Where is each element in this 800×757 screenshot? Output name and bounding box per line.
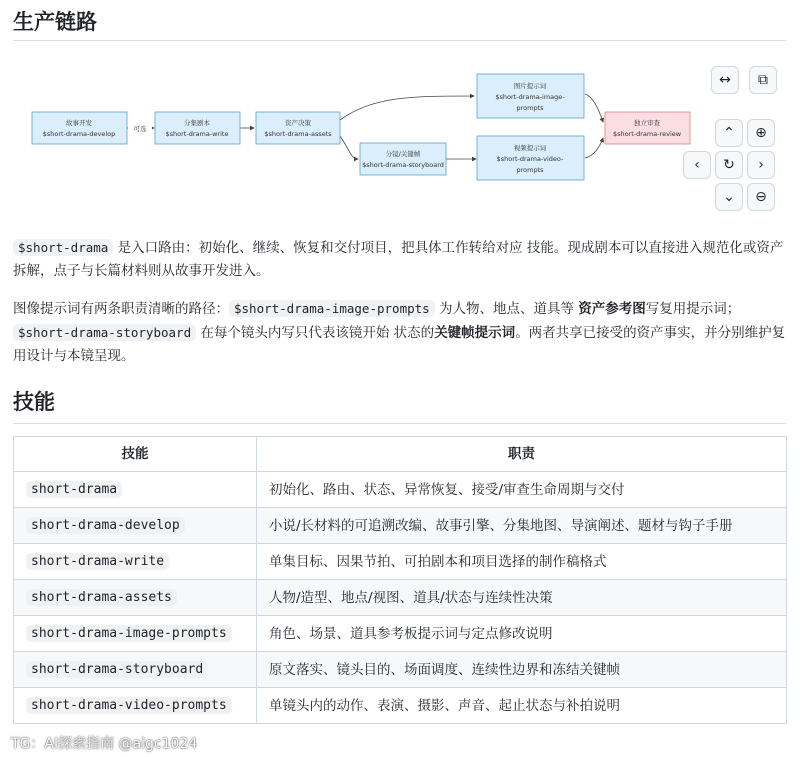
- column-header-skill: 技能: [14, 437, 257, 472]
- para2-text-5: 。两者共享已接受的资产事实，并分别维护复用设计与本镜呈现。: [13, 325, 786, 364]
- node-write-title: 分集剧本: [184, 119, 210, 127]
- table-row: [14, 688, 787, 724]
- duty-cell: 单集目标、因果节拍、可拍剧本和项目选择的制作稿格式: [257, 544, 787, 580]
- copy-icon: ⧉: [758, 72, 768, 88]
- node-video: [477, 136, 584, 180]
- node-image-skill-2: prompts: [516, 104, 544, 112]
- zoom-out-icon: ⊖: [755, 189, 767, 205]
- table-header-row: [14, 437, 787, 472]
- edge-image-review: [585, 94, 603, 122]
- chevron-down-icon: ⌄: [723, 189, 735, 205]
- duty-cell: 小说/长材料的可追溯改编、故事引擎、分集地图、导演阐述、题材与钩子手册: [257, 508, 787, 544]
- skills-table: [13, 436, 787, 724]
- duty-cell: 初始化、路由、状态、异常恢复、接受/审查生命周期与交付: [257, 472, 787, 508]
- heading-divider: [13, 40, 786, 41]
- node-video-skill-2: prompts: [516, 166, 544, 174]
- edge-assets-storyboard: [340, 136, 358, 159]
- flowchart-diagram[interactable]: [13, 52, 786, 220]
- node-develop-skill: $short-drama-develop: [42, 130, 116, 138]
- table-row: [14, 580, 787, 616]
- table-row: [14, 616, 787, 652]
- chevron-right-icon: ›: [758, 157, 764, 173]
- para2-text-4: 在每个镜头内写只代表该镜开始 状态的: [196, 325, 435, 341]
- intro-text: 是入口路由：初始化、继续、恢复和交付项目，把具体工作转给对应 技能。现成剧本可以直接进入规范化或资产拆解，点子与长篇材料则从故事开发进入。: [13, 240, 784, 279]
- pan-left-button[interactable]: [683, 151, 711, 179]
- section-heading-skills: 技能: [13, 390, 55, 414]
- table-row: [14, 544, 787, 580]
- skill-code: short-drama-write: [26, 553, 169, 570]
- node-image: [477, 74, 584, 118]
- node-write-skill: $short-drama-write: [165, 130, 229, 138]
- para2-text-2: 为人物、地点、道具等: [434, 301, 579, 317]
- node-assets-skill: $short-drama-assets: [264, 130, 332, 138]
- inline-code-image-prompts: $short-drama-image-prompts: [229, 300, 435, 317]
- pan-down-button[interactable]: [715, 183, 743, 211]
- node-storyboard: [360, 143, 446, 175]
- skill-cell: [14, 652, 257, 688]
- skill-code: short-drama: [26, 481, 122, 498]
- edge-assets-image: [340, 96, 474, 120]
- skill-cell: [14, 580, 257, 616]
- para2-text-1: 图像提示词有两条职责清晰的路径：: [13, 301, 229, 317]
- inline-code-entry: $short-drama: [13, 239, 113, 256]
- node-video-skill: $short-drama-video-: [496, 155, 564, 163]
- node-review-skill: $short-drama-review: [612, 130, 682, 138]
- fullscreen-button[interactable]: [711, 66, 739, 94]
- column-header-duty: 职责: [257, 437, 787, 472]
- skill-code: short-drama-image-prompts: [26, 625, 232, 642]
- skill-code: short-drama-develop: [26, 517, 185, 534]
- chevron-up-icon: ⌃: [723, 125, 735, 141]
- edge-label-optional: 可选: [133, 125, 147, 133]
- node-video-title: 视频提示词: [513, 144, 547, 152]
- node-write: [155, 112, 240, 144]
- chevron-left-icon: ‹: [694, 157, 700, 173]
- skill-code: short-drama-assets: [26, 589, 177, 606]
- node-review: [605, 112, 690, 144]
- heading-divider: [13, 423, 786, 424]
- node-assets-title: 资产决策: [285, 119, 311, 127]
- node-image-skill: $short-drama-image-: [495, 93, 565, 101]
- bold-keyframe-prompts: 关键帧提示词: [434, 325, 516, 341]
- skill-cell: [14, 508, 257, 544]
- table-row: [14, 472, 787, 508]
- node-storyboard-skill: $short-drama-storyboard: [362, 161, 444, 169]
- bold-asset-reference: 资产参考图: [578, 301, 646, 317]
- skill-cell: [14, 616, 257, 652]
- duty-cell: 人物/造型、地点/视图、道具/状态与连续性决策: [257, 580, 787, 616]
- zoom-in-icon: ⊕: [755, 125, 767, 141]
- node-assets: [256, 112, 340, 144]
- duty-cell: 角色、场景、道具参考板提示词与定点修改说明: [257, 616, 787, 652]
- para2-text-3: 写复用提示词；: [645, 301, 741, 317]
- inline-code-storyboard: $short-drama-storyboard: [13, 324, 196, 341]
- watermark-text: TG：AI探索指南 @aigc1024: [11, 736, 198, 752]
- expand-icon: ↔: [719, 72, 731, 88]
- reset-view-button[interactable]: [715, 151, 743, 179]
- node-storyboard-title: 分镜/关键帧: [385, 150, 421, 158]
- edge-video-review: [585, 138, 603, 158]
- pan-up-button[interactable]: [715, 119, 743, 147]
- image-prompts-paragraph: [13, 297, 788, 368]
- reset-icon: ↻: [723, 157, 735, 173]
- copy-button[interactable]: [749, 66, 777, 94]
- intro-paragraph: [13, 236, 788, 283]
- skill-cell: [14, 688, 257, 724]
- node-review-title: 独立审查: [634, 119, 660, 127]
- pan-right-button[interactable]: [747, 151, 775, 179]
- zoom-out-button[interactable]: [747, 183, 775, 211]
- section-heading-chain: 生产链路: [13, 10, 97, 34]
- skill-code: short-drama-video-prompts: [26, 697, 232, 714]
- skill-code: short-drama-storyboard: [26, 661, 208, 678]
- zoom-in-button[interactable]: [747, 119, 775, 147]
- node-develop-title: 故事开发: [66, 119, 92, 127]
- skill-cell: [14, 472, 257, 508]
- duty-cell: 原文落实、镜头目的、场面调度、连续性边界和冻结关键帧: [257, 652, 787, 688]
- node-image-title: 图片提示词: [513, 82, 547, 90]
- skill-cell: [14, 544, 257, 580]
- duty-cell: 单镜头内的动作、表演、摄影、声音、起止状态与补拍说明: [257, 688, 787, 724]
- table-row: [14, 508, 787, 544]
- table-row: [14, 652, 787, 688]
- node-develop: [32, 112, 127, 144]
